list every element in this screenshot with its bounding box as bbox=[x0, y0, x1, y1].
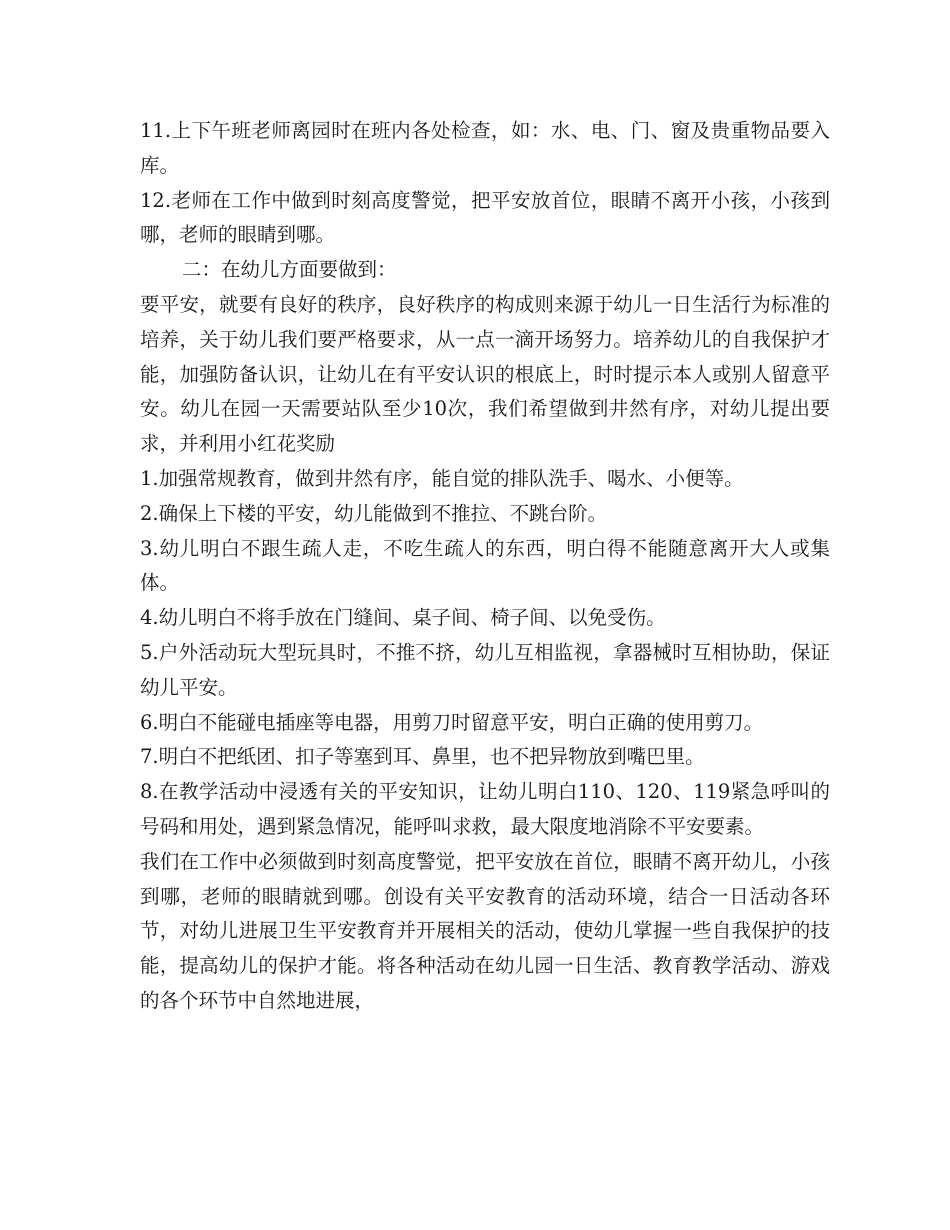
paragraph-item-12: 12.老师在工作中做到时刻高度警觉，把平安放首位，眼睛不离开小孩，小孩到哪，老师的眼睛到哪。 bbox=[140, 188, 830, 247]
paragraph-item-4: 4.幼儿明白不将手放在门缝间、桌子间、椅子间、以免受伤。 bbox=[140, 606, 666, 630]
paragraph-item-1: 1.加强常规教育，做到井然有序，能自觉的排队洗手、喝水、小便等。 bbox=[140, 466, 744, 490]
section-heading-children: 二：在幼儿方面要做到： bbox=[182, 258, 397, 282]
paragraph-item-6: 6.明白不能碰电插座等电器，用剪刀时留意平安，明白正确的使用剪刀。 bbox=[140, 710, 764, 734]
paragraph-item-7: 7.明白不把纸团、扣子等塞到耳、鼻里，也不把异物放到嘴巴里。 bbox=[140, 745, 705, 769]
paragraph-item-11: 11.上下午班老师离园时在班内各处检查，如：水、电、门、窗及贵重物品要入库。 bbox=[140, 119, 830, 177]
paragraph-item-3: 3.幼儿明白不跟生疏人走，不吃生疏人的东西，明白得不能随意离开大人或集体。 bbox=[140, 536, 830, 595]
document-body bbox=[140, 114, 830, 1019]
paragraph-item-8: 8.在教学活动中浸透有关的平安知识，让幼儿明白110、120、119紧急呼叫的号码和用处，遇到紧急情况，能呼叫求救，最大限度地消除不平安要素。 bbox=[140, 780, 830, 838]
paragraph-item-2: 2.确保上下楼的平安，幼儿能做到不推拉、不跳台阶。 bbox=[140, 501, 608, 525]
paragraph-item-5: 5.户外活动玩大型玩具时，不推不挤，幼儿互相监视，拿器械时互相协助，保证幼儿平安。 bbox=[140, 640, 830, 699]
paragraph-intro: 要平安，就要有良好的秩序，良好秩序的构成则来源于幼儿一日生活行为标准的培养，关于幼儿我们要严格要求，从一点一滴开场努力。培养幼儿的自我保护才能，加强防备认识，让幼儿在有平安认识的根底上，时时提示本人或别人留意平安。幼儿在园一天需要站队至少10次，我们希望做到井然有序，对幼儿提出要求，并利用小红花奖励 bbox=[140, 292, 830, 456]
paragraph-conclusion: 我们在工作中必须做到时刻高度警觉，把平安放在首位，眼睛不离开幼儿，小孩到哪，老师的眼睛就到哪。创设有关平安教育的活动环境，结合一日活动各环节，对幼儿进展卫生平安教育并开展相关的活动，使幼儿掌握一些自我保护的技能，提高幼儿的保护才能。将各种活动在幼儿园一日生活、教育教学活动、游戏的各个环节中自然地进展， bbox=[140, 849, 830, 1012]
